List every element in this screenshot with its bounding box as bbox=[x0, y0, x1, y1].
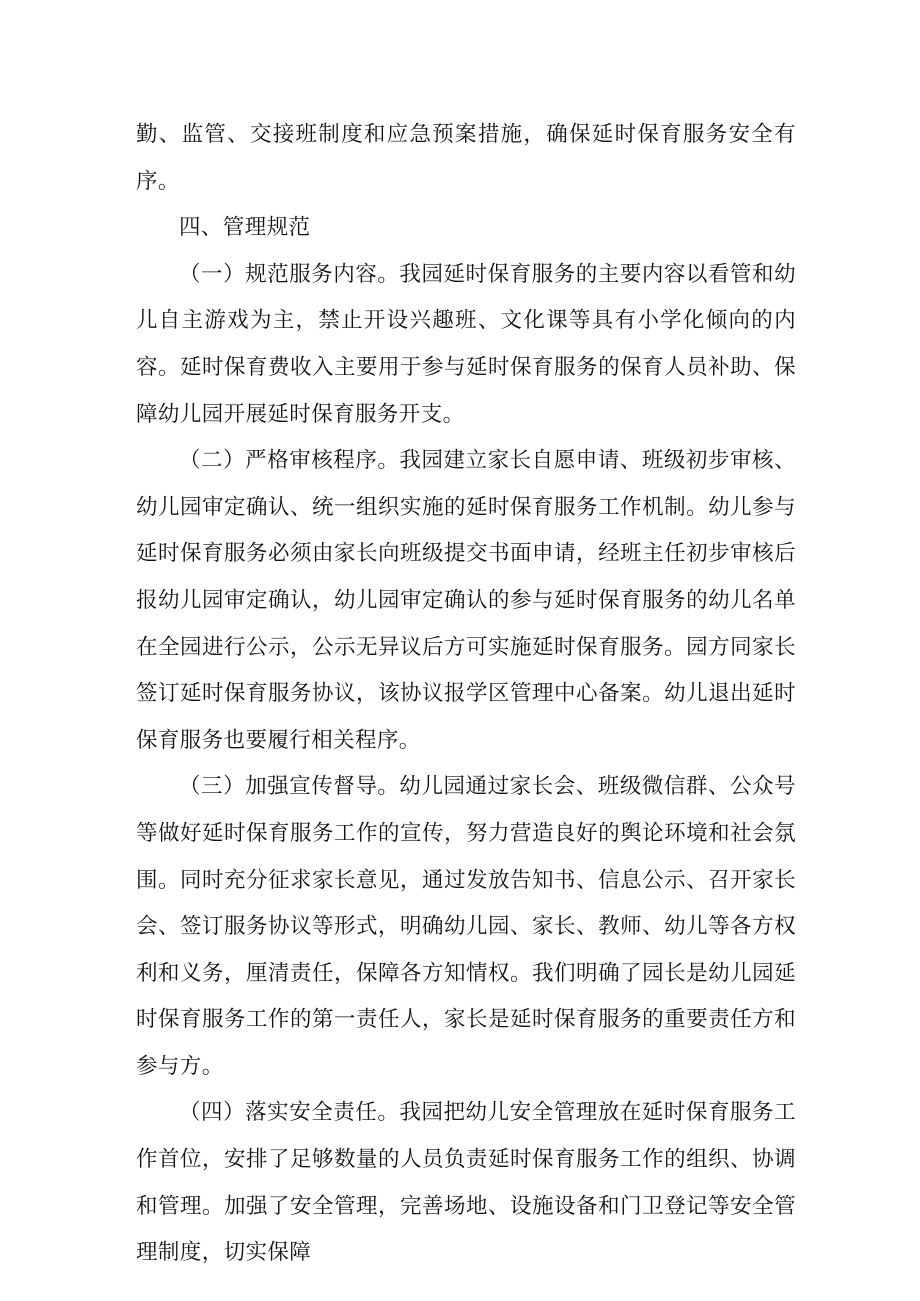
section-heading: 四、管理规范 bbox=[179, 215, 311, 241]
paragraph-publicity-supervision: （三）加强宣传督导。幼儿园通过家长会、班级微信群、公众号等做好延时保育服务工作的宣传，努力营造良好的舆论环境和社会氛围。同时充分征求家长意见，通过发放告知书、信息公示、召开家长会、签订服务协议等形式，明确幼儿园、家长、教师、幼儿等各方权利和义务，厘清责任，保障各方知情权。我们明确了园长是幼儿园延时保育服务工作的第一责任人，家长是延时保育服务的重要责任方和参与方。 bbox=[136, 774, 796, 1079]
paragraph-review-procedure: （二）严格审核程序。我园建立家长自愿申请、班级初步审核、幼儿园审定确认、统一组织实施的延时保育服务工作机制。幼儿参与延时保育服务必须由家长向班级提交书面申请，经班主任初步审核后报幼儿园审定确认，幼儿园审定确认的参与延时保育服务的幼儿名单在全园进行公示，公示无异议后方可实施延时保育服务。园方同家长签订延时保育服务协议，该协议报学区管理中心备案。幼儿退出延时保育服务也要履行相关程序。 bbox=[136, 448, 796, 753]
paragraph-safety-responsibility: （四）落实安全责任。我园把幼儿安全管理放在延时保育服务工作首位，安排了足够数量的人员负责延时保育服务工作的组织、协调和管理。加强了安全管理，完善场地、设施设备和门卫登记等安全管理制度，切实保障 bbox=[136, 1100, 796, 1266]
document-body bbox=[136, 112, 796, 1277]
paragraph-service-content: （一）规范服务内容。我园延时保育服务的主要内容以看管和幼儿自主游戏为主，禁止开设兴趣班、文化课等具有小学化倾向的内容。延时保育费收入主要用于参与延时保育服务的保育人员补助、保障幼儿园开展延时保育服务开支。 bbox=[136, 261, 796, 427]
continuation-paragraph: 勤、监管、交接班制度和应急预案措施，确保延时保育服务安全有序。 bbox=[136, 122, 796, 194]
